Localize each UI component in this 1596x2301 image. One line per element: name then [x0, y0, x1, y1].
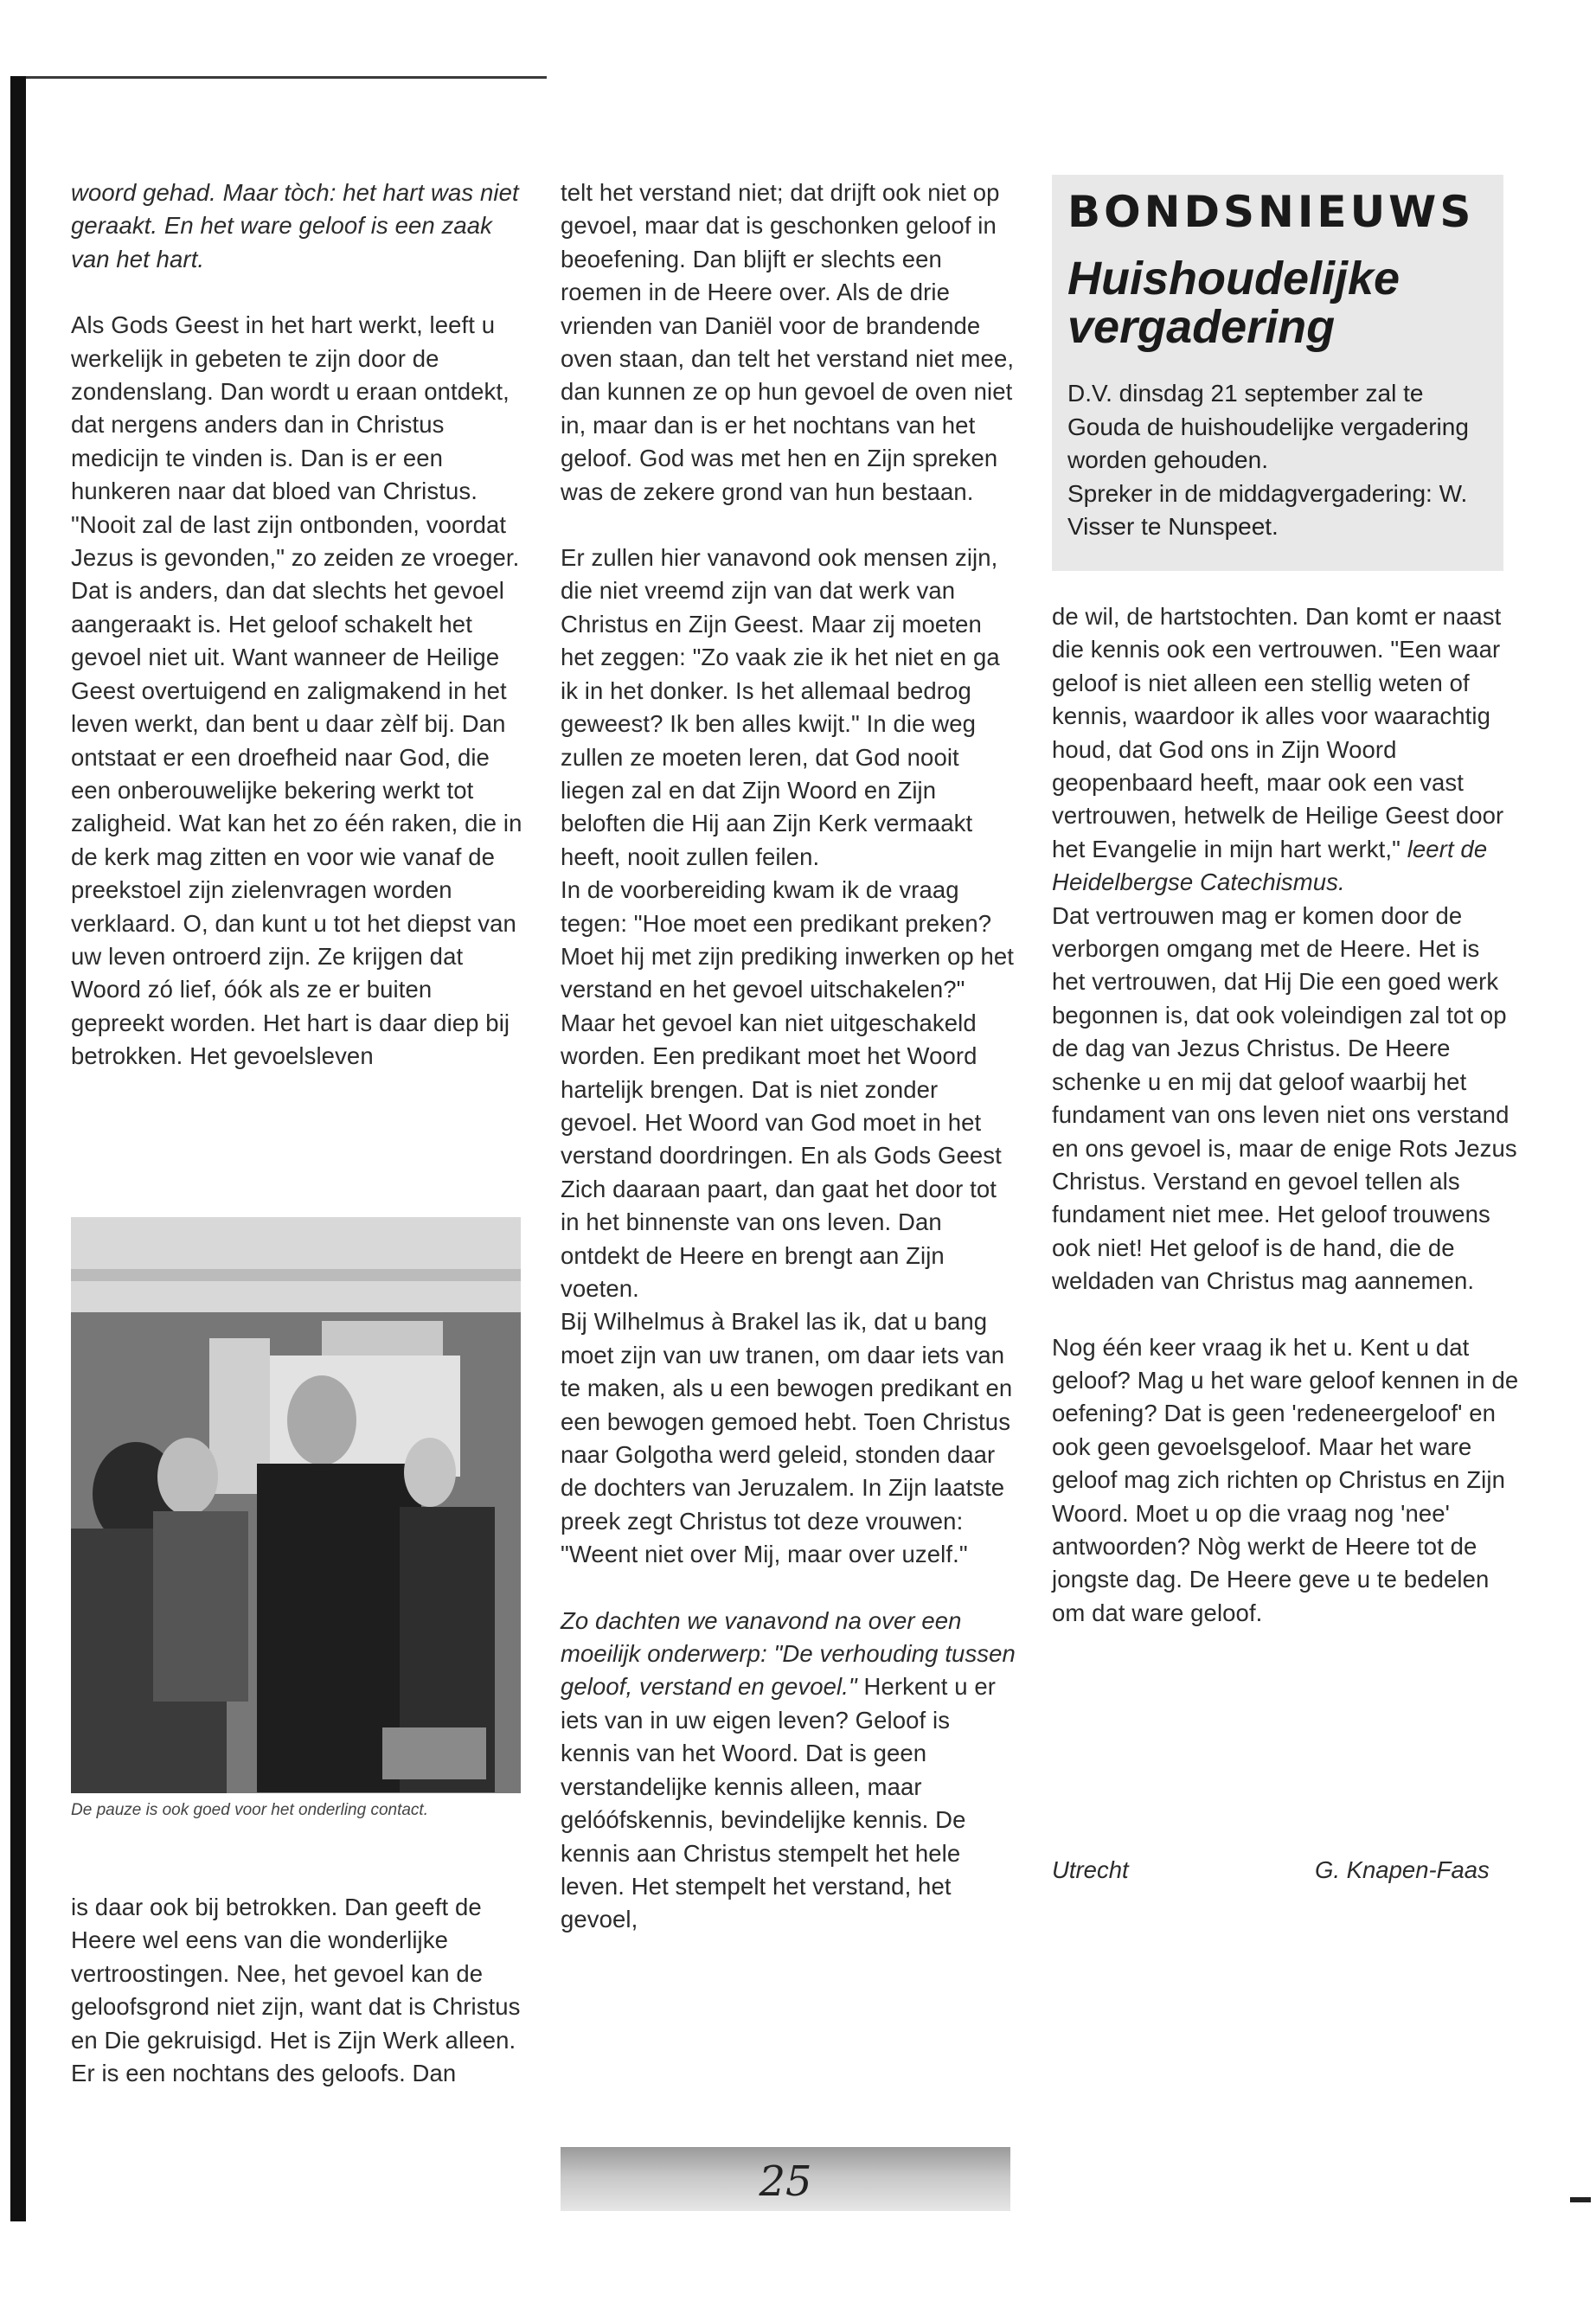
page-number-bar — [561, 2147, 1010, 2211]
signature-name: G. Knapen-Faas — [1315, 1856, 1490, 1883]
col2-paragraph-5 — [561, 1605, 1019, 1937]
col2-topic-quote: Zo dachten we vanavond na over een moeilijk onderwerp: "De verhouding tussen geloof, verstand en gevoel." — [561, 1606, 1016, 1701]
column-2 — [561, 176, 1019, 1937]
bondsnieuws-kicker: BONDSNIEUWS — [1067, 187, 1475, 237]
bondsnieuws-body-1: D.V. dinsdag 21 september zal te Gouda de huishoudelijke vergadering worden gehouden. — [1067, 380, 1469, 473]
col2-paragraph-5-rest: Herkent u er iets van in uw eigen leven? Geloof is kennis van het Woord. Dat is geen verstandelijke kennis alleen, maar gelóófskennis, bevindelijke kennis. De kennis aan Christus stempelt het hele leven. Het stempelt het verstand, het gevoel, — [561, 1673, 997, 1933]
pause-photo — [71, 1217, 521, 1793]
crop-mark — [1570, 2197, 1591, 2202]
col3-paragraph-1 — [1052, 600, 1519, 900]
column-1-continued — [71, 1891, 529, 2090]
bondsnieuws-box — [1052, 175, 1503, 571]
col2-paragraph-4: Bij Wilhelmus à Brakel las ik, dat u bang moet zijn van uw tranen, om daar iets van te maken, als u een bewogen predikant en een bewogen gemoed hebt. Toen Christus naar Golgotha werd geleid, stonden daar de dochters van Jeruzalem. In Zijn laatste preek zegt Christus tot deze vrouwen: "Weent niet over Mij, maar over uzelf." — [561, 1308, 1013, 1568]
page-number: 25 — [759, 2157, 812, 2206]
page-edge-bar — [10, 76, 26, 2221]
photo-caption: De pauze is ook goed voor het onderling contact. — [71, 1801, 428, 1819]
col2-paragraph-3: In de voorbereiding kwam ik de vraag tegen: "Hoe moet een predikant preken? Moet hij met zijn prediking inwerken op het verstand en het gevoel uitschakelen?" Maar het gevoel kan niet uitgeschakeld worden. Een predikant moet het Woord hartelijk brengen. Dat is niet zonder gevoel. Het Woord van God moet in het verstand doordringen. En als Gods Geest Zich daaraan paart, dan gaat het door tot in het binnenste van ons leven. Dan ontdekt de Heere en brengt aan Zijn voeten. — [561, 876, 1015, 1302]
col1-paragraph-2: Als Gods Geest in het hart werkt, leeft u werkelijk in gebeten te zijn door de zondenslang. Dan wordt u eraan ontdekt, dat nergens anders dan in Christus medicijn te vinden is. Dan is er een hunkeren naar dat bloed van Christus. "Nooit zal de last zijn ontbonden, voordat Jezus is gevonden," zo zeiden ze vroeger. Dat is anders, dan dat slechts het gevoel aangeraakt is. Het geloof schakelt het gevoel niet uit. Want wanneer de Heilige Geest overtuigend en zaligmakend in het leven werkt, dan bent u daar zèlf bij. Dan ontstaat er een droefheid naar God, die een onberouwelijke bekering werkt tot zaligheid. Wat kan het zo één raken, die in de kerk mag zitten en voor wie vanaf de preekstoel zijn zielenvragen worden verklaard. O, dan kunt u tot het diepst van uw leven ontroerd zijn. Ze krijgen dat Woord zó lief, óók als ze er buiten gepreekt worden. Het hart is daar diep bij betrokken. Het gevoelsleven — [71, 311, 522, 1070]
col1-paragraph-4: Er is een nochtans des geloofs. Dan — [71, 2060, 457, 2087]
bondsnieuws-body-2: Spreker in de middagvergadering: W. Visser te Nunspeet. — [1067, 479, 1468, 540]
col1-paragraph-1: woord gehad. Maar tòch: het hart was niet geraakt. En het ware geloof is een zaak van het hart. — [71, 179, 519, 272]
column-1 — [71, 176, 529, 1074]
col2-paragraph-1: telt het verstand niet; dat drijft ook niet op gevoel, maar dat is geschonken geloof in beoefening. Dan blijft er slechts een roemen in de Heere over. Als de drie vrienden van Daniël voor de brandende oven staan, dan telt het verstand niet mee, dan kunnen ze op hun gevoel de oven niet in, maar dan is er het nochtans van het geloof. God was met hen en Zijn spreken was de zekere grond van hun bestaan. — [561, 179, 1015, 505]
col1-paragraph-3: is daar ook bij betrokken. Dan geeft de Heere wel eens van die wonderlijke vertroostingen. Nee, het gevoel kan de geloofsgrond niet zijn, want dat is Christus en Die gekruisigd. Het is Zijn Werk alleen. — [71, 1894, 521, 2054]
col3-paragraph-2: Dat vertrouwen mag er komen door de verborgen omgang met de Heere. Het is het vertrouwen, dat Hij Die een goed werk begonnen is, dat ook voleindigen zal tot op de dag van Jezus Christus. De Heere schenke u en mij dat geloof waarbij het fundament van ons leven niet ons verstand en ons gevoel is, maar de enige Rots Jezus Christus. Verstand en gevoel tellen als fundament niet mee. Het geloof trouwens ook niet! Het geloof is de hand, die de weldaden van Christus mag aannemen. — [1052, 901, 1517, 1295]
col3-quote: de wil, de hartstochten. Dan komt er naast die kennis ook een vertrouwen. "Een waar geloof is niet alleen een stellig weten of kennis, waardoor ik alles voor waarachtig houd, dat God ons in Zijn Woord geopenbaard heeft, maar ook een vast vertrouwen, hetwelk de Heilige Geest door het Evangelie in mijn hart werkt," — [1052, 603, 1504, 862]
top-rule — [10, 76, 547, 79]
col3-citation: leert de Heidelbergse Catechismus. — [1052, 835, 1488, 896]
col2-paragraph-2: Er zullen hier vanavond ook mensen zijn, die niet vreemd zijn van dat werk van Christus en Zijn Geest. Maar zij moeten het zeggen: "Zo vaak zie ik het niet en ga ik in het donker. Is het allemaal bedrog geweest? Ik ben alles kwijt." In die weg zullen ze moeten leren, dat God nooit liegen zal en dat Zijn Woord en Zijn beloften die Hij aan Zijn Kerk vermaakt heeft, nooit zullen feilen. — [561, 544, 1000, 870]
photo-illustration — [71, 1217, 521, 1793]
bondsnieuws-body — [1067, 377, 1500, 544]
column-3 — [1052, 600, 1519, 1630]
bondsnieuws-title: Huishoudelijke vergadering — [1067, 253, 1401, 353]
col3-paragraph-3: Nog één keer vraag ik het u. Kent u dat geloof? Mag u het ware geloof kennen in de oefening? Dat is geen 'redeneergeloof' en ook geen gevoelsgeloof. Maar het ware geloof mag zich richten op Christus en Zijn Woord. Moet u op die vraag nog 'nee' antwoorden? Nòg werkt de Heere tot de jongste dag. De Heere geve u te bedelen om dat ware geloof. — [1052, 1333, 1519, 1626]
signature-place: Utrecht — [1052, 1856, 1129, 1883]
